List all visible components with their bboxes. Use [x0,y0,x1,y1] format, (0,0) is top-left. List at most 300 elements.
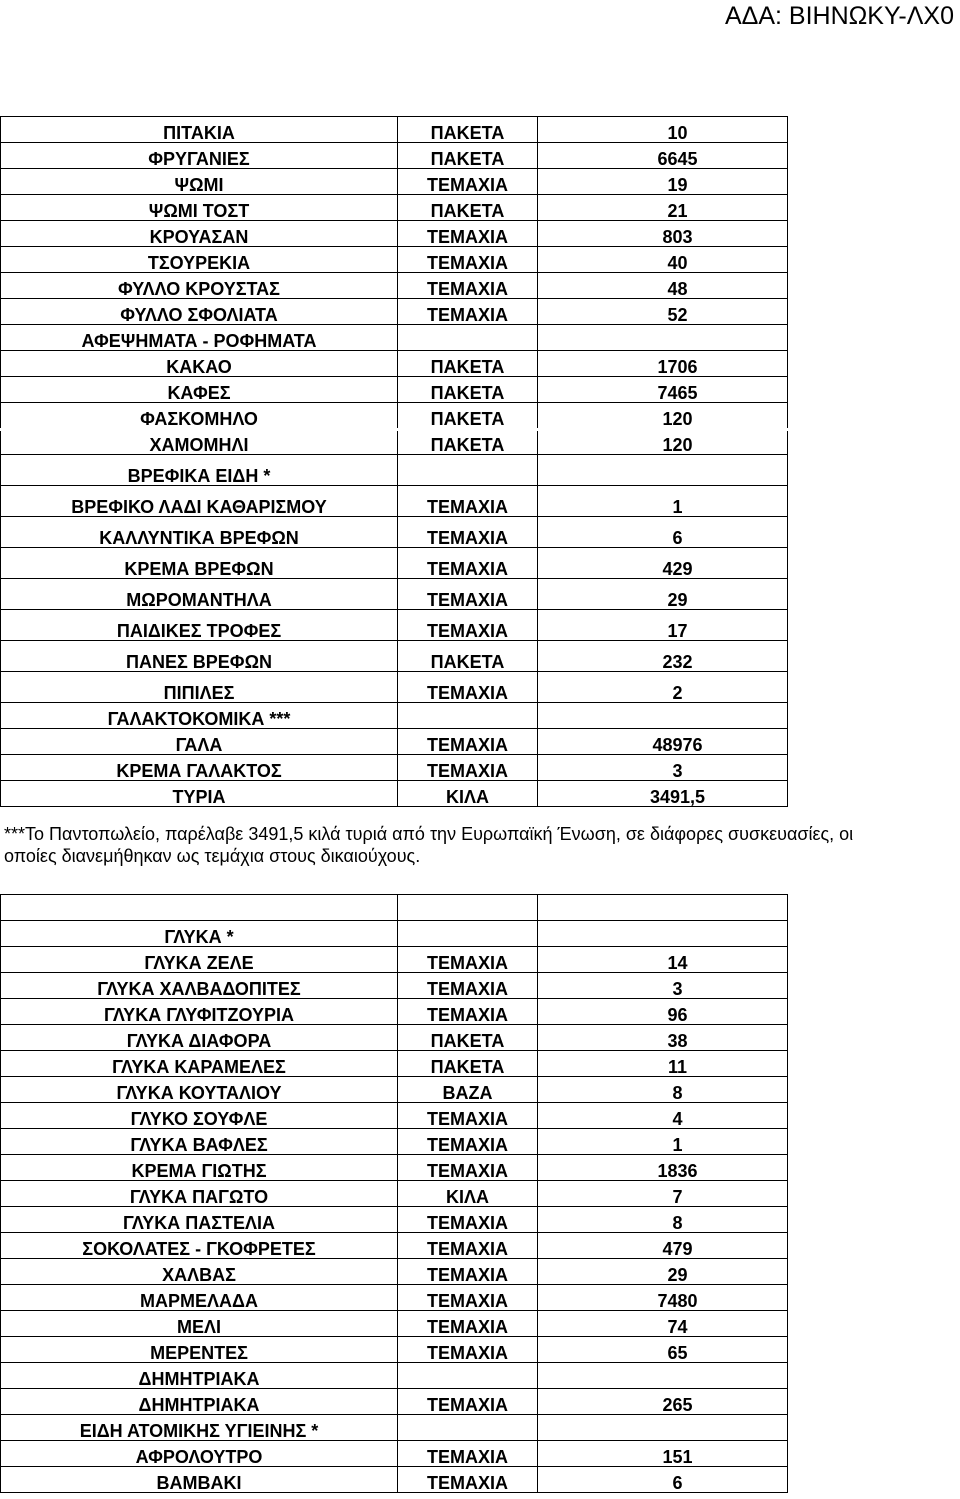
item-cell-text: ΒΡΕΦΙΚΟ ΛΑΔΙ ΚΑΘΑΡΙΣΜΟΥ [71,497,327,517]
unit-cell-text: ΤΕΜΑΧΙΑ [427,253,508,273]
item-cell-text: ΤΣΟΥΡΕΚΙΑ [147,253,251,273]
unit-cell-text: ΤΕΜΑΧΙΑ [427,1135,508,1155]
table-row [1,325,788,351]
item-cell [1,299,398,325]
item-cell-text: ΚΡΟΥΑΣΑΝ [149,227,249,247]
unit-cell-text: ΤΕΜΑΧΙΑ [427,1239,508,1259]
products-table-1 [0,116,788,807]
qty-cell [538,1025,788,1051]
table-row [1,781,788,807]
unit-cell-text: ΤΕΜΑΧΙΑ [427,1395,508,1415]
item-cell-text: ΜΕΛΙ [176,1317,221,1337]
table-row [1,195,788,221]
unit-cell [398,143,538,169]
item-cell [1,169,398,195]
qty-cell [538,1389,788,1415]
unit-cell [398,672,538,703]
qty-cell-text: 48 [667,279,688,299]
item-cell-text: ΓΛΥΚΑ ΚΟΥΤΑΛΙΟΥ [116,1083,282,1103]
qty-cell [538,579,788,610]
qty-cell [538,703,788,729]
table-row [1,1285,788,1311]
qty-cell-text: 151 [662,1447,693,1467]
unit-cell-text: ΤΕΜΑΧΙΑ [427,735,508,755]
table-row [1,351,788,377]
unit-cell [398,403,538,429]
item-cell [1,548,398,579]
item-cell-text: ΜΕΡΕΝΤΕΣ [150,1343,248,1363]
qty-cell [538,117,788,143]
table-row [1,143,788,169]
item-cell-text: ΦΡΥΓΑΝΙΕΣ [148,149,250,169]
unit-cell [398,247,538,273]
item-cell-text: ΓΛΥΚΑ ΠΑΓΩΤΟ [129,1187,269,1207]
table-row [1,117,788,143]
unit-cell [398,1181,538,1207]
unit-cell-text: ΤΕΜΑΧΙΑ [427,953,508,973]
item-cell-text: ΠΙΤΑΚΙΑ [163,123,235,143]
table-row [1,1155,788,1181]
item-cell [1,610,398,641]
unit-cell-text: ΤΕΜΑΧΙΑ [427,559,508,579]
unit-cell [398,1025,538,1051]
table-row [1,1363,788,1389]
qty-cell [538,1129,788,1155]
table-row [1,1181,788,1207]
unit-cell [398,1337,538,1363]
unit-cell [398,1441,538,1467]
table-row [1,1103,788,1129]
item-cell [1,221,398,247]
unit-cell-text: ΚΙΛΑ [445,787,489,807]
item-cell [1,672,398,703]
unit-cell-text: ΤΕΜΑΧΙΑ [427,227,508,247]
unit-cell [398,221,538,247]
table-row [1,895,788,921]
table-row [1,377,788,403]
qty-cell-text: 96 [667,1005,688,1025]
qty-cell [538,1363,788,1389]
unit-cell-text: ΒΑΖΑ [442,1083,493,1103]
unit-cell-text: ΠΑΚΕΤΑ [430,409,505,429]
table-row [1,999,788,1025]
item-cell [1,1077,398,1103]
unit-cell [398,1207,538,1233]
unit-cell [398,921,538,947]
qty-cell-text: 40 [667,253,688,273]
qty-cell [538,1103,788,1129]
item-cell-text: ΒΑΜΒΑΚΙ [156,1473,242,1493]
table-row [1,1051,788,1077]
item-cell [1,117,398,143]
unit-cell-text: ΠΑΚΕΤΑ [430,123,505,143]
unit-cell-text: ΤΕΜΑΧΙΑ [427,1447,508,1467]
qty-cell-text: 4 [672,1109,683,1129]
qty-cell-text: 3 [672,979,683,999]
table-row [1,429,788,455]
qty-cell [538,781,788,807]
qty-cell-text: 7 [672,1187,683,1207]
qty-cell [538,1337,788,1363]
item-cell [1,729,398,755]
item-cell-text: ΧΑΜΟΜΗΛΙ [149,435,249,455]
unit-cell [398,1311,538,1337]
table-row [1,703,788,729]
unit-cell [398,1103,538,1129]
qty-cell [538,641,788,672]
unit-cell-text: ΤΕΜΑΧΙΑ [427,528,508,548]
item-cell-text: ΓΛΥΚΑ ΖΕΛΕ [144,953,254,973]
item-cell-text: ΚΡΕΜΑ ΓΑΛΑΚΤΟΣ [116,761,282,781]
item-cell [1,351,398,377]
qty-cell-text: 7480 [657,1291,698,1311]
item-cell-text: ΦΥΛΛΟ ΚΡΟΥΣΤΑΣ [118,279,280,299]
table-row [1,1129,788,1155]
qty-cell-text: 6 [672,1473,683,1493]
cheese-footnote: ***Το Παντοπωλείο, παρέλαβε 3491,5 κιλά τυριά από την Ευρωπαϊκή Ένωση, σε διάφορες συσκευασίες, οι οποίες διανεμήθηκαν ως τεμάχια στους δικαιούχους. [4,824,854,866]
unit-cell [398,486,538,517]
qty-cell [538,299,788,325]
qty-cell-text: 120 [662,435,693,455]
unit-cell [398,641,538,672]
unit-cell-text: ΤΕΜΑΧΙΑ [427,761,508,781]
qty-cell [538,973,788,999]
item-cell-text: ΠΙΠΙΛΕΣ [163,683,235,703]
qty-cell-text: 38 [667,1031,688,1051]
unit-cell-text: ΤΕΜΑΧΙΑ [427,175,508,195]
qty-cell-text: 120 [662,409,693,429]
item-cell [1,641,398,672]
item-cell-text: ΑΦΡΟΛΟΥΤΡΟ [135,1447,263,1467]
item-cell-text: ΠΑΝΕΣ ΒΡΕΦΩΝ [125,652,273,672]
item-cell [1,143,398,169]
qty-cell-text: 74 [667,1317,688,1337]
unit-cell [398,117,538,143]
item-cell-text: ΠΑΙΔΙΚΕΣ ΤΡΟΦΕΣ [116,621,282,641]
item-cell [1,947,398,973]
table-row [1,273,788,299]
qty-cell [538,325,788,351]
unit-cell-text: ΤΕΜΑΧΙΑ [427,1005,508,1025]
table-row [1,169,788,195]
unit-cell [398,325,538,351]
item-cell [1,1467,398,1493]
table-row [1,486,788,517]
table-row [1,1233,788,1259]
unit-cell [398,273,538,299]
item-cell [1,1259,398,1285]
table-row [1,1311,788,1337]
item-cell-text: ΓΛΥΚΑ ΠΑΣΤΕΛΙΑ [122,1213,276,1233]
item-cell [1,1233,398,1259]
item-cell [1,1441,398,1467]
table-row [1,548,788,579]
unit-cell-text: ΠΑΚΕΤΑ [430,652,505,672]
unit-cell [398,755,538,781]
unit-cell-text: ΤΕΜΑΧΙΑ [427,1265,508,1285]
item-cell-text: ΚΑΦΕΣ [167,383,231,403]
item-cell-text: ΓΑΛΑΚΤΟΚΟΜΙΚΑ *** [107,709,291,729]
table-row [1,1025,788,1051]
unit-cell [398,351,538,377]
unit-cell-text: ΤΕΜΑΧΙΑ [427,1291,508,1311]
qty-cell-text: 11 [667,1057,688,1077]
qty-cell [538,1285,788,1311]
qty-cell-text: 803 [662,227,693,247]
item-cell [1,486,398,517]
unit-cell [398,1467,538,1493]
item-cell-text: ΚΑΛΛΥΝΤΙΚΑ ΒΡΕΦΩΝ [99,528,299,548]
unit-cell [398,1389,538,1415]
table-row [1,973,788,999]
unit-cell-text: ΠΑΚΕΤΑ [430,435,505,455]
unit-cell-text: ΤΕΜΑΧΙΑ [427,1213,508,1233]
item-cell [1,781,398,807]
qty-cell-text: 10 [667,123,688,143]
item-cell [1,1181,398,1207]
table-row [1,947,788,973]
qty-cell-text: 2 [672,683,683,703]
qty-cell [538,755,788,781]
unit-cell-text: ΠΑΚΕΤΑ [430,1057,505,1077]
unit-cell-text: ΠΑΚΕΤΑ [430,1031,505,1051]
qty-cell [538,143,788,169]
table-row [1,579,788,610]
qty-cell [538,1077,788,1103]
item-cell-text: ΦΑΣΚΟΜΗΛΟ [140,409,258,429]
table-row [1,1207,788,1233]
item-cell [1,247,398,273]
item-cell-text: ΤΥΡΙΑ [172,787,226,807]
unit-cell [398,1363,538,1389]
unit-cell [398,610,538,641]
table-row [1,1415,788,1441]
unit-cell [398,455,538,486]
unit-cell-text: ΤΕΜΑΧΙΑ [427,1109,508,1129]
item-cell [1,455,398,486]
unit-cell [398,429,538,455]
qty-cell-text: 1706 [657,357,698,377]
unit-cell [398,781,538,807]
qty-cell-text: 14 [667,953,688,973]
unit-cell [398,1051,538,1077]
item-cell [1,1025,398,1051]
table-row [1,729,788,755]
qty-cell [538,377,788,403]
unit-cell [398,1233,538,1259]
unit-cell-text: ΤΕΜΑΧΙΑ [427,683,508,703]
item-cell [1,1103,398,1129]
unit-cell [398,548,538,579]
item-cell [1,403,398,429]
item-cell-text: ΕΙΔΗ ΑΤΟΜΙΚΗΣ ΥΓΙΕΙΝΗΣ * [79,1421,319,1441]
item-cell-text: ΑΦΕΨΗΜΑΤΑ - ΡΟΦΗΜΑΤΑ [81,331,317,351]
table-row [1,455,788,486]
qty-cell-text: 1 [672,1135,683,1155]
item-cell [1,325,398,351]
unit-cell-text: ΤΕΜΑΧΙΑ [427,1343,508,1363]
qty-cell [538,729,788,755]
item-cell-text: ΚΡΕΜΑ ΒΡΕΦΩΝ [124,559,274,579]
ada-code: ΑΔΑ: ΒΙΗΝΩΚΥ-ΛΧ0 [724,2,954,30]
unit-cell-text: ΤΕΜΑΧΙΑ [427,1161,508,1181]
item-cell-text: ΓΛΥΚΑ ΒΑΦΛΕΣ [130,1135,268,1155]
unit-cell-text: ΤΕΜΑΧΙΑ [427,497,508,517]
item-cell-text: ΓΛΥΚΑ ΚΑΡΑΜΕΛΕΣ [112,1057,286,1077]
table-row [1,299,788,325]
qty-cell-text: 265 [662,1395,693,1415]
qty-cell-text: 21 [667,201,688,221]
qty-cell [538,1051,788,1077]
item-cell-text: ΦΥΛΛΟ ΣΦΟΛΙΑΤΑ [120,305,278,325]
qty-cell [538,273,788,299]
item-cell-text: ΚΡΕΜΑ ΓΙΩΤΗΣ [131,1161,267,1181]
qty-cell-text: 479 [662,1239,693,1259]
item-cell [1,195,398,221]
item-cell [1,895,398,921]
qty-cell [538,169,788,195]
unit-cell-text: ΤΕΜΑΧΙΑ [427,1317,508,1337]
item-cell [1,1311,398,1337]
item-cell-text: ΨΩΜΙ ΤΟΣΤ [148,201,250,221]
qty-cell [538,351,788,377]
table-row [1,221,788,247]
qty-cell [538,999,788,1025]
qty-cell [538,1233,788,1259]
qty-cell [538,672,788,703]
qty-cell [538,429,788,455]
item-cell-text: ΧΑΛΒΑΣ [162,1265,236,1285]
qty-cell [538,1181,788,1207]
qty-cell [538,921,788,947]
unit-cell [398,1129,538,1155]
unit-cell [398,1259,538,1285]
unit-cell [398,703,538,729]
item-cell-text: ΓΛΥΚΟ ΣΟΥΦΛΕ [130,1109,268,1129]
unit-cell-text: ΤΕΜΑΧΙΑ [427,279,508,299]
unit-cell-text: ΤΕΜΑΧΙΑ [427,305,508,325]
qty-cell [538,947,788,973]
item-cell [1,1207,398,1233]
unit-cell [398,895,538,921]
unit-cell [398,377,538,403]
item-cell [1,755,398,781]
item-cell-text: ΔΗΜΗΤΡΙΑΚΑ [138,1395,260,1415]
item-cell [1,921,398,947]
unit-cell-text: ΤΕΜΑΧΙΑ [427,621,508,641]
item-cell-text: ΓΑΛΑ [175,735,223,755]
item-cell [1,1129,398,1155]
item-cell-text: ΓΛΥΚΑ ΧΑΛΒΑΔΟΠΙΤΕΣ [97,979,301,999]
item-cell-text: ΒΡΕΦΙΚΑ ΕΙΔΗ * [127,466,271,486]
qty-cell [538,1467,788,1493]
qty-cell [538,221,788,247]
item-cell-text: ΨΩΜΙ [174,175,224,195]
item-cell [1,1337,398,1363]
qty-cell-text: 232 [662,652,693,672]
table-row [1,247,788,273]
table-row [1,672,788,703]
item-cell [1,1363,398,1389]
unit-cell [398,729,538,755]
item-cell-text: ΚΑΚΑΟ [166,357,232,377]
qty-cell-text: 1836 [657,1161,698,1181]
item-cell-text: ΓΛΥΚΑ ΔΙΑΦΟΡΑ [126,1031,272,1051]
table-row [1,1259,788,1285]
qty-cell-text: 52 [667,305,688,325]
qty-cell-text: 29 [667,590,688,610]
qty-cell-text: 19 [667,175,688,195]
qty-cell [538,195,788,221]
item-cell [1,377,398,403]
qty-cell-text: 17 [667,621,688,641]
qty-cell-text: 6 [672,528,683,548]
item-cell [1,429,398,455]
item-cell [1,1155,398,1181]
products-table-2 [0,894,788,1493]
unit-cell [398,999,538,1025]
item-cell [1,1285,398,1311]
unit-cell [398,1155,538,1181]
qty-cell [538,1155,788,1181]
item-cell [1,1051,398,1077]
table-row [1,1077,788,1103]
item-cell [1,517,398,548]
qty-cell-text: 7465 [657,383,698,403]
qty-cell [538,610,788,641]
table-row [1,921,788,947]
qty-cell-text: 65 [667,1343,688,1363]
unit-cell [398,973,538,999]
qty-cell-text: 6645 [657,149,698,169]
item-cell [1,999,398,1025]
item-cell [1,1415,398,1441]
qty-cell-text: 8 [672,1083,683,1103]
table-row [1,641,788,672]
table-row [1,755,788,781]
unit-cell-text: ΠΑΚΕΤΑ [430,201,505,221]
item-cell [1,273,398,299]
unit-cell [398,517,538,548]
item-cell-text: ΔΗΜΗΤΡΙΑΚΑ [138,1369,260,1389]
qty-cell [538,1311,788,1337]
products-table-1-body [1,117,788,807]
qty-cell-text: 8 [672,1213,683,1233]
table-row [1,1389,788,1415]
qty-cell [538,403,788,429]
products-table-2-body [1,895,788,1493]
unit-cell-text: ΠΑΚΕΤΑ [430,357,505,377]
item-cell [1,1389,398,1415]
unit-cell [398,1415,538,1441]
qty-cell-text: 3 [672,761,683,781]
unit-cell [398,579,538,610]
item-cell-text: ΓΛΥΚΑ * [164,927,234,947]
item-cell-text: ΣΟΚΟΛΑΤΕΣ - ΓΚΟΦΡΕΤΕΣ [82,1239,316,1259]
qty-cell-text: 1 [672,497,683,517]
item-cell [1,703,398,729]
qty-cell [538,486,788,517]
qty-cell [538,247,788,273]
table-row [1,403,788,429]
unit-cell [398,947,538,973]
unit-cell [398,169,538,195]
item-cell-text: ΜΑΡΜΕΛΑΔΑ [140,1291,258,1311]
unit-cell-text: ΠΑΚΕΤΑ [430,383,505,403]
item-cell [1,579,398,610]
unit-cell-text: ΤΕΜΑΧΙΑ [427,979,508,999]
qty-cell-text: 3491,5 [649,787,706,807]
